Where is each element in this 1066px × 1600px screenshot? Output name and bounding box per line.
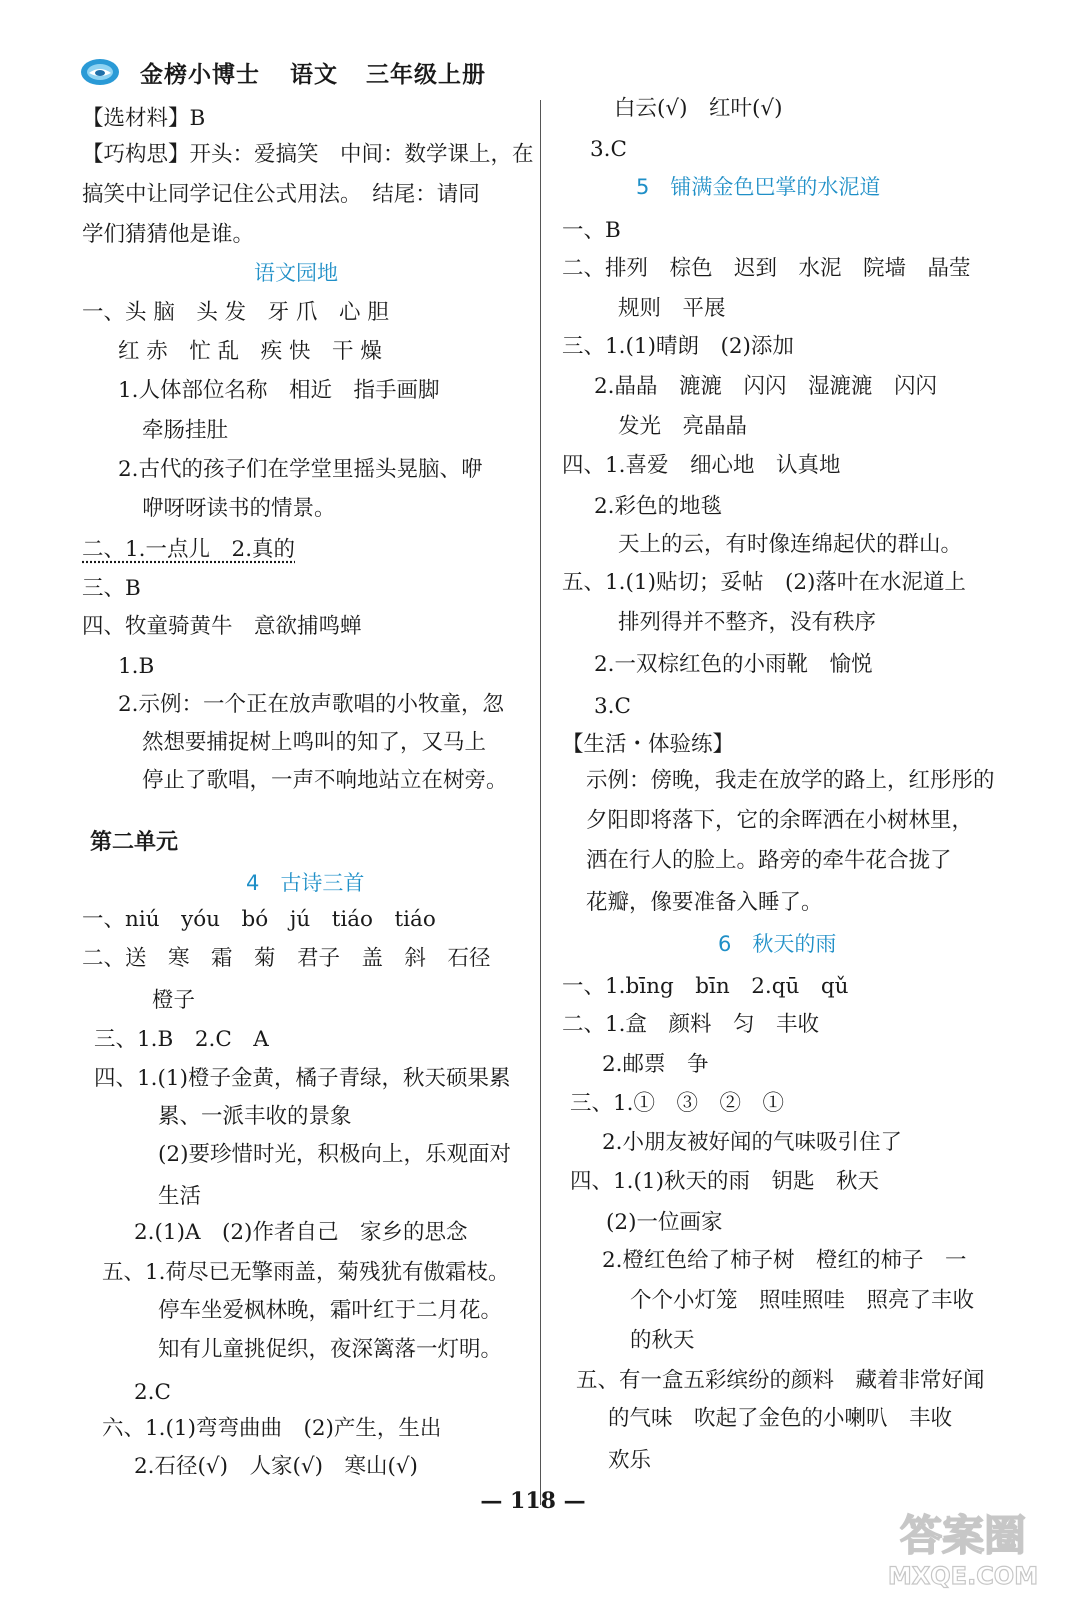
left-answer-line: 4 古诗三首: [246, 871, 365, 895]
left-answer-line: 然想要捕捉树上鸣叫的知了，又马上: [142, 730, 487, 755]
left-answer-line: 2.石径(√) 人家(√) 寒山(√): [134, 1454, 418, 1479]
right-answer-line: 三、1.① ③ ② ①: [570, 1091, 785, 1116]
right-answer-line: 6 秋天的雨: [718, 932, 837, 956]
left-answer-line: 生活: [158, 1184, 202, 1209]
right-answer-line: 2.邮票 争: [602, 1052, 709, 1077]
left-answer-line: 二、1.一点儿 2.真的: [82, 537, 296, 562]
left-answer-line: 知有儿童挑促织，夜深篱落一灯明。: [158, 1337, 503, 1362]
right-answer-line: 一、1.bīng bīn 2.qū qǔ: [562, 974, 849, 999]
right-answer-line: 示例：傍晚，我走在放学的路上，红彤彤的: [586, 768, 995, 793]
right-answer-line: 的气味 吹起了金色的小喇叭 丰收: [608, 1406, 953, 1431]
left-answer-line: 红 赤 忙 乱 疾 快 干 燥: [118, 339, 382, 364]
left-answer-line: 橙子: [152, 988, 196, 1013]
right-answer-line: 3.C: [590, 137, 627, 162]
right-answer-line: 白云(√) 红叶(√): [614, 96, 783, 121]
left-answer-line: 二、送 寒 霜 菊 君子 盖 斜 石径: [82, 946, 491, 971]
right-answer-line: 五、1.(1)贴切；妥帖 (2)落叶在水泥道上: [562, 570, 966, 595]
left-answer-line: 2.古代的孩子们在学堂里摇头晃脑、咿: [118, 457, 483, 482]
right-answer-line: 天上的云，有时像连绵起伏的群山。: [618, 532, 963, 557]
left-answer-line: 三、B: [82, 576, 141, 601]
right-answer-line: 2.晶晶 漉漉 闪闪 湿漉漉 闪闪: [594, 374, 938, 399]
left-answer-line: 【选材料】B: [82, 106, 206, 131]
right-answer-line: 五、有一盒五彩缤纷的颜料 藏着非常好闻: [576, 1368, 985, 1393]
left-answer-line: (2)要珍惜时光，积极向上，乐观面对: [158, 1142, 511, 1167]
right-answer-line: 一、B: [562, 218, 621, 243]
page-header: [80, 54, 486, 90]
right-answer-line: 二、1.盒 颜料 匀 丰收: [562, 1012, 820, 1037]
left-answer-line: 一、niú yóu bó jú tiáo tiáo: [82, 907, 436, 932]
brand-title: 金榜小博士: [140, 61, 260, 88]
book-logo-icon: [80, 57, 120, 87]
right-answer-line: 规则 平展: [618, 296, 726, 321]
left-answer-line: 一、头 脑 头 发 牙 爪 心 胆: [82, 300, 389, 325]
left-answer-line: 停止了歌唱，一声不响地站立在树旁。: [142, 768, 508, 793]
right-answer-line: 的秋天: [630, 1328, 695, 1353]
right-answer-line: 【生活・体验练】: [562, 732, 735, 757]
left-answer-line: 累、一派丰收的景象: [158, 1104, 352, 1129]
right-answer-line: 发光 亮晶晶: [618, 414, 748, 439]
grade-title: 三年级上册: [366, 61, 486, 88]
left-answer-line: 四、1.(1)橙子金黄，橘子青绿，秋天硕果累: [94, 1066, 511, 1091]
watermark-logo: [868, 1498, 1058, 1593]
left-answer-line: 牵肠挂肚: [142, 418, 229, 443]
svg-text:答案圈: 答案圈: [899, 1511, 1027, 1560]
right-answer-line: 5 铺满金色巴掌的水泥道: [636, 175, 881, 199]
left-answer-line: 搞笑中让同学记住公式用法。 结尾：请同: [82, 182, 480, 207]
left-answer-line: 六、1.(1)弯弯曲曲 (2)产生，生出: [102, 1416, 442, 1441]
right-answer-line: 2.一双棕红色的小雨靴 愉悦: [594, 652, 873, 677]
right-answer-line: 2.彩色的地毯: [594, 494, 723, 519]
left-answer-line: 2.示例：一个正在放声歌唱的小牧童，忽: [118, 692, 505, 717]
right-answer-line: 夕阳即将落下，它的余晖洒在小树林里，: [586, 808, 974, 833]
column-divider: [540, 100, 541, 1505]
svg-text:MXQE.COM: MXQE.COM: [887, 1562, 1039, 1590]
left-answer-line: 学们猜猜他是谁。: [82, 222, 255, 247]
left-answer-line: 1.人体部位名称 相近 指手画脚: [118, 378, 440, 403]
left-answer-line: 2.C: [134, 1380, 171, 1405]
right-answer-line: 二、排列 棕色 迟到 水泥 院墙 晶莹: [562, 256, 971, 281]
right-answer-line: 欢乐: [608, 1448, 652, 1473]
page-number: — 118 —: [480, 1488, 586, 1514]
left-answer-line: 2.(1)A (2)作者自己 家乡的思念: [134, 1220, 468, 1245]
right-answer-line: 花瓣，像要准备入睡了。: [586, 890, 823, 915]
right-answer-line: 洒在行人的脸上。路旁的牵牛花合拢了: [586, 848, 952, 873]
right-answer-line: 四、1.(1)秋天的雨 钥匙 秋天: [570, 1169, 879, 1194]
left-answer-line: 停车坐爱枫林晚，霜叶红于二月花。: [158, 1298, 503, 1323]
left-answer-line: 三、1.B 2.C A: [94, 1027, 269, 1052]
left-answer-line: 咿呀呀读书的情景。: [142, 496, 336, 521]
left-answer-line: 四、牧童骑黄牛 意欲捕鸣蝉: [82, 614, 362, 639]
right-answer-line: 个个小灯笼 照哇照哇 照亮了丰收: [630, 1288, 975, 1313]
right-answer-line: 三、1.(1)晴朗 (2)添加: [562, 334, 794, 359]
left-answer-line: 五、1.荷尽已无擎雨盖，菊残犹有傲霜枝。: [102, 1260, 510, 1285]
right-answer-line: 2.橙红色给了柿子树 橙红的柿子 一: [602, 1248, 967, 1273]
subject-title: 语文: [290, 61, 338, 88]
left-answer-line: 【巧构思】开头：爱搞笑 中间：数学课上，在: [82, 142, 534, 167]
right-answer-line: 四、1.喜爱 细心地 认真地: [562, 453, 841, 478]
right-answer-line: 3.C: [594, 694, 631, 719]
right-answer-line: (2)一位画家: [606, 1210, 723, 1235]
left-answer-line: 第二单元: [90, 830, 179, 855]
right-answer-line: 2.小朋友被好闻的气味吸引住了: [602, 1130, 903, 1155]
right-answer-line: 排列得并不整齐，没有秩序: [618, 610, 877, 635]
left-answer-line: 1.B: [118, 654, 155, 679]
left-answer-line: 语文园地: [254, 261, 338, 285]
